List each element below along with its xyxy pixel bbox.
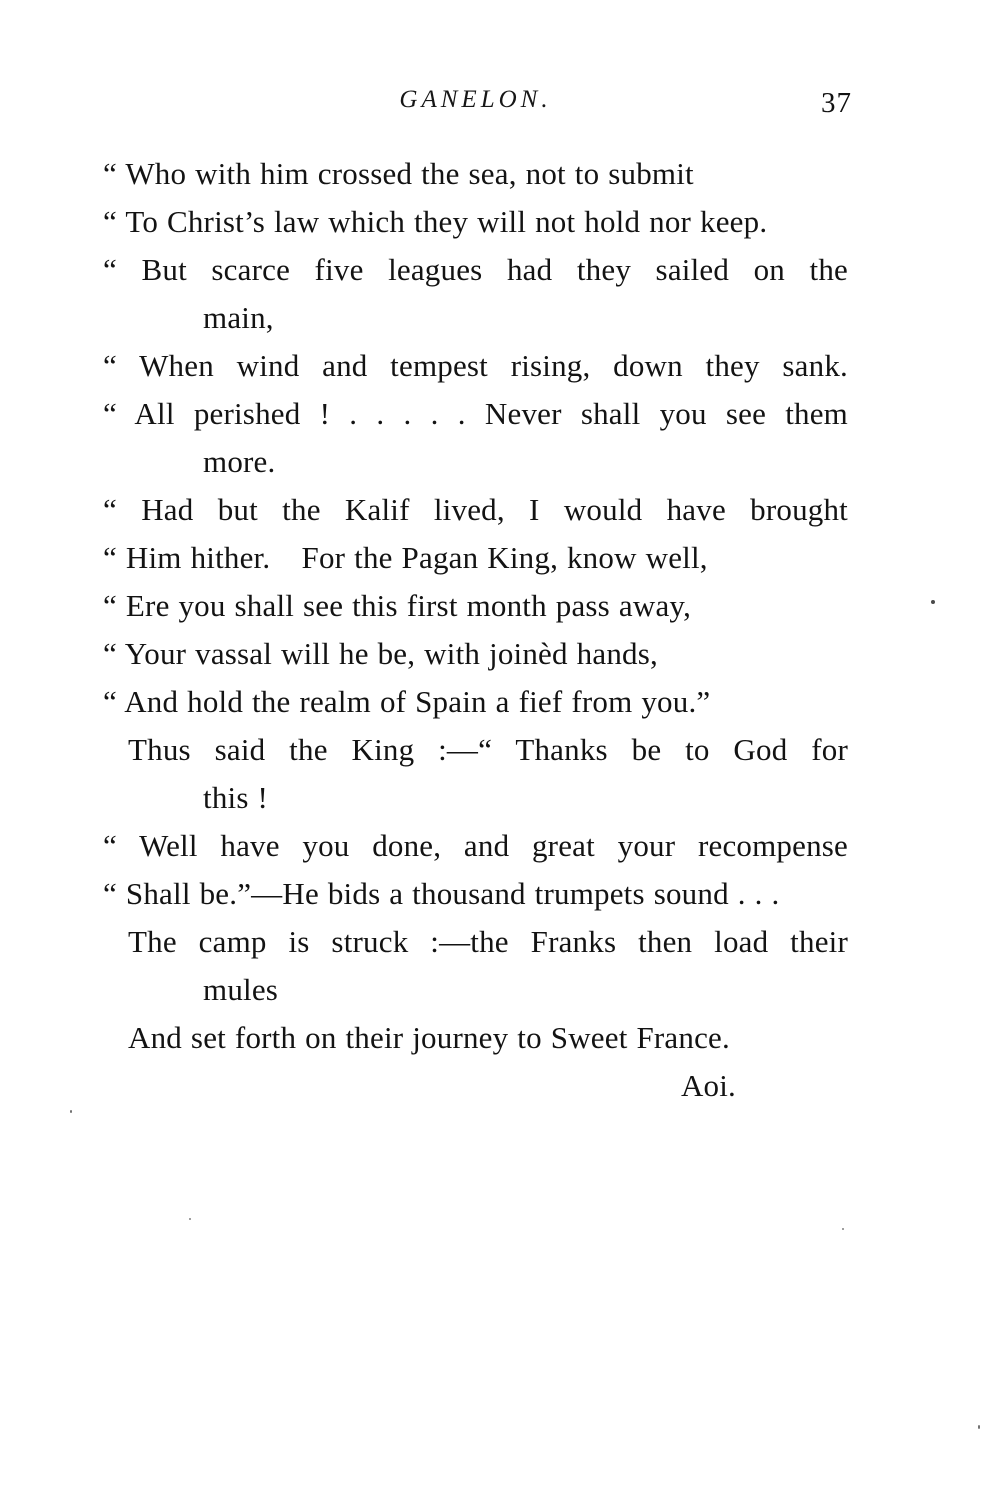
- poem-line: “ Him hither. For the Pagan King, know well,: [103, 540, 708, 575]
- poem-line: this !: [203, 780, 269, 815]
- poem-line: “ Shall be.”—He bids a thousand trumpets sound . . .: [103, 876, 780, 911]
- scan-speck: [189, 1218, 191, 1220]
- poem-line: “ Well have you done, and great your recompense: [103, 828, 848, 863]
- poem-line: Aoi.: [680, 1068, 736, 1103]
- poem-line: mules: [203, 972, 279, 1007]
- running-title: GANELON.: [399, 86, 552, 113]
- poem-line: “ Your vassal will he be, with joinèd hands,: [103, 636, 658, 671]
- poem-text: [103, 150, 848, 1110]
- page-header: [103, 86, 852, 120]
- poem-line: “ Ere you shall see this first month pass away,: [103, 588, 692, 623]
- poem-line: “ Had but the Kalif lived, I would have brought: [103, 492, 848, 527]
- poem-line: more.: [203, 444, 276, 479]
- scan-speck: [978, 1425, 980, 1429]
- poem-line: “ Who with him crossed the sea, not to submit: [103, 156, 694, 191]
- poem-line: Thus said the King :—“ Thanks be to God for: [128, 732, 848, 767]
- scan-speck: [70, 1110, 72, 1113]
- poem-line: “ All perished ! . . . . . Never shall you see them: [103, 396, 848, 431]
- poem-line: “ To Christ’s law which they will not hold nor keep.: [103, 204, 768, 239]
- poem-line: And set forth on their journey to Sweet France.: [128, 1020, 730, 1055]
- poem-line: “ But scarce five leagues had they sailed on the: [103, 252, 848, 287]
- page-number: 37: [821, 87, 852, 119]
- scan-speck: [931, 600, 935, 604]
- poem-line: main,: [203, 300, 274, 335]
- poem-line: “ And hold the realm of Spain a fief from you.”: [103, 684, 711, 719]
- scan-speck: [842, 1228, 844, 1230]
- poem-line: “ When wind and tempest rising, down they sank.: [103, 348, 848, 383]
- poem-line: The camp is struck :—the Franks then load their: [128, 924, 848, 959]
